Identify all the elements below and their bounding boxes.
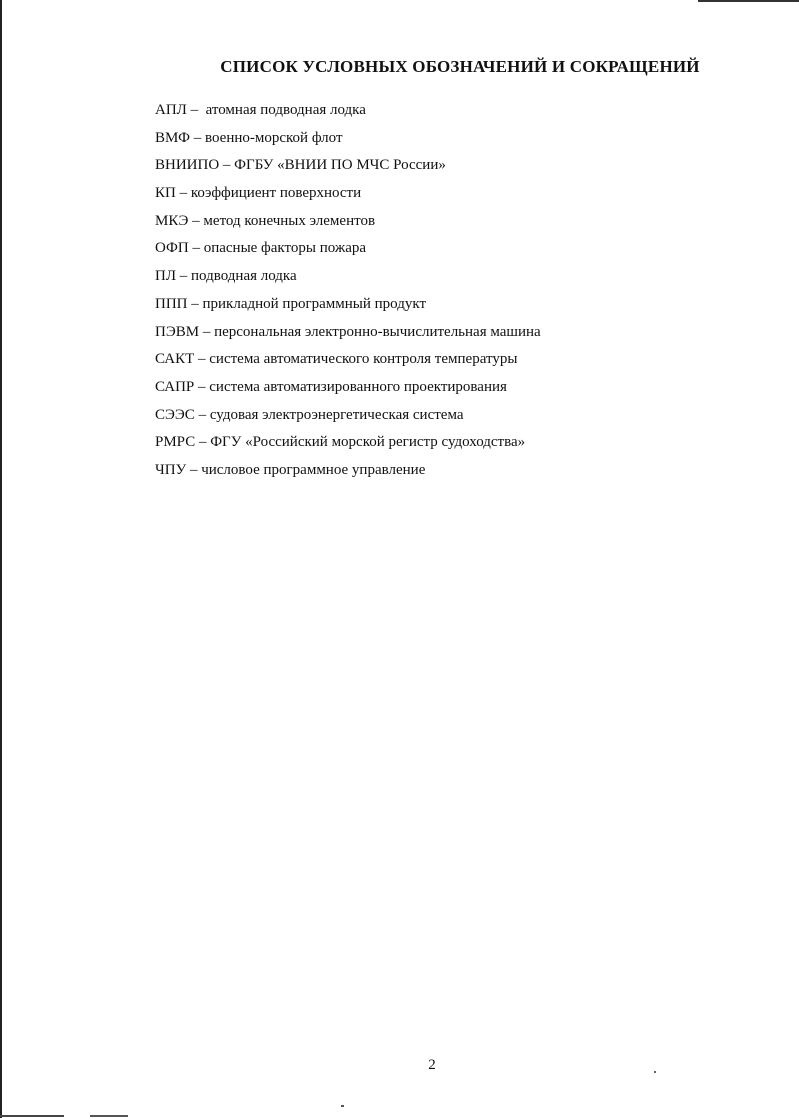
abbreviation-item: ППП – прикладной программный продукт: [155, 295, 426, 312]
scan-speck-artifact: [341, 1105, 344, 1107]
abbreviation-item: ОФП – опасные факторы пожара: [155, 240, 367, 257]
scan-edge-artifact: [0, 0, 2, 1118]
abbreviation-item: ПЛ – подводная лодка: [155, 268, 297, 285]
abbreviation-item: РМРС – ФГУ «Российский морской регистр судоходства»: [155, 434, 526, 451]
abbreviation-list: [155, 100, 541, 488]
page-title: СПИСОК УСЛОВНЫХ ОБОЗНАЧЕНИЙ И СОКРАЩЕНИЙ: [220, 57, 700, 76]
abbreviation-item: КП – коэффициент поверхности: [155, 185, 362, 202]
scan-line-artifact: [0, 1115, 64, 1117]
abbreviation-item: АПЛ – атомная подводная лодка: [155, 102, 366, 118]
abbreviation-item: ВМФ – военно-морской флот: [155, 129, 343, 146]
scan-line-artifact: [90, 1115, 128, 1117]
abbreviation-item: ВНИИПО – ФГБУ «ВНИИ ПО МЧС России»: [155, 157, 446, 174]
abbreviation-item: ПЭВМ – персональная электронно-вычислительная машина: [155, 323, 541, 340]
abbreviation-item: САПР – система автоматизированного проектирования: [155, 378, 507, 395]
abbreviation-item: ЧПУ – числовое программное управление: [155, 461, 426, 478]
abbreviation-item: САКТ – система автоматического контроля температуры: [155, 351, 518, 368]
abbreviation-item: МКЭ – метод конечных элементов: [155, 212, 376, 229]
page-number: 2: [428, 1057, 436, 1073]
scan-line-artifact: [698, 0, 799, 2]
scan-speck-artifact: [654, 1071, 656, 1073]
abbreviation-item: СЭЭС – судовая электроэнергетическая система: [155, 406, 464, 423]
